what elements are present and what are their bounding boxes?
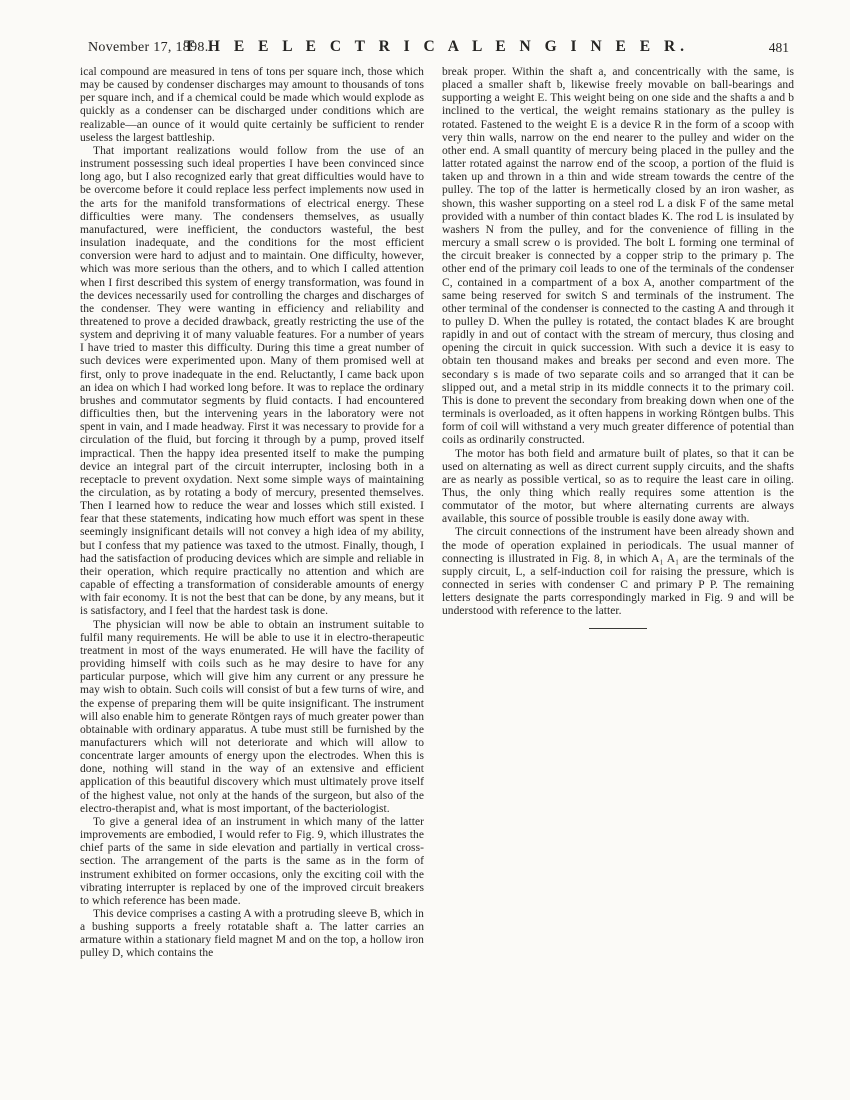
left-column-paragraphs [80, 66, 424, 961]
paragraph: break proper. Within the shaft a, and concentrically with the same, is placed a smaller shaft b, likewise freely movable on ball-bearings and supporting a weight E. This weight being on one side and the shafts a and b inclined to the vertical, the weight remains stationary as the pulley is rotated. Fastened to the weight E is a device R in the form of a scoop with very thin walls, narrow on the end nearer to the pulley and wider on the other end. A small quantity of mercury being placed in the pulley and the latter rotated against the narrow end of the scoop, a portion of the fluid is taken up and thrown in a thin and wide stream towards the centre of the pulley. The top of the latter is hermetically closed by an iron washer, as shown, this washer supporting on a steel rod L a disk F of the same metal provided with a number of thin contact blades K. The rod L is insulated by washers N from the pulley, and for the convenience of filling in the mercury a small screw o is provided. The bolt L forming one terminal of the circuit breaker is connected by a copper strip to the primary p. The other end of the primary coil leads to one of the terminals of the condenser C, contained in a compartment of a box A, another compartment of the same being reserved for switch S and terminals of the instrument. The other terminal of the condenser is connected to the casting A and through it to pulley D. When the pulley is rotated, the contact blades K are brought rapidly in and out of contact with the stream of mercury, thus closing and opening the circuit in quick succession. With such a device it is easy to obtain ten thousand makes and breaks per second and even more. The secondary s is made of two separate coils and so arranged that it can be slipped out, and a metal strip in its middle connects it to the primary coil. This is done to prevent the secondary from breaking down when one of the terminals is overloaded, as it often happens in working Röntgen bulbs. This form of coil will withstand a very much greater difference of potential than coils as ordinarily constructed. [442, 66, 794, 447]
paragraph: To give a general idea of an instrument in which many of the latter improvements are embodied, I would refer to Fig. 9, which illustrates the chief parts of the same in side elevation and partially in vertical cross-section. The arrangement of the parts is the same as in the form of instrument exhibited on former occasions, only the exciting coil with the vibrating interrupter is replaced by one of the improved circuit breakers to which reference has been made. [80, 815, 424, 907]
right-column-paragraphs [442, 66, 794, 619]
article-body [80, 66, 794, 961]
paragraph: This device comprises a casting A with a protruding sleeve B, which in a bushing supports a freely rotatable shaft a. The latter carries an armature within a stationary field magnet M and on the top, a hollow iron pulley D, which contains the [80, 908, 424, 960]
page-number: 481 [768, 40, 789, 55]
paragraph: ical compound are measured in tens of tons per square inch, those which may be caused by condenser discharges may amount to thousands of tons per square inch, and if a chemical could be made which would explode as quickly as a condenser can be discharged under conditions which are realizable—an ounce of it would quite certainly be sufficient to render useless the largest battleship. [80, 66, 424, 144]
paragraph: That important realizations would follow from the use of an instrument possessing such ideal properties I have been convinced since long ago, but I also recognized early that great difficulties would have to be overcome before it could replace less perfect implements now used in the arts for the manifold transformations of electrical energy. These difficulties were many. The condensers themselves, as usually manufactured, were inefficient, the conductors wasteful, the best insulation inadequate, and the conditions for the most efficient conversion were hard to adjust and to maintain. One difficulty, however, which was more serious than the others, and to which I called attention when I first described this system of energy transformation, was found in the devices necessarily used for controlling the charges and discharges of the condenser. They were wanting in efficiency and reliability and threatened to prove a decided drawback, greatly restricting the use of the system and depriving it of many valuable features. For a number of years I have tried to master this difficulty. During this time a great number of such devices were experimented upon. Many of them promised well at first, only to prove inadequate in the end. Reluctantly, I came back upon an idea on which I had worked long before. It was to replace the ordinary brushes and commutator segments by fluid contacts. I had encountered difficulties then, but the intervening years in the laboratory were not spent in vain, and I made headway. First it was necessary to provide for a circulation of the fluid, but forcing it through by a pump, proved itself impractical. Then the happy idea presented itself to make the pumping device an integral part of the circuit interrupter, inclosing both in a receptacle to prevent oxydation. Next some simple ways of maintaining the circulation, as by rotating a body of mercury, presented themselves. Then I learned how to reduce the wear and losses which still existed. I fear that these statements, indicating how much effort was spent in these seemingly insignificant details will not convey a high idea of my ability, but I confess that my patience was taxed to the utmost. Finally, though, I had the satisfaction of producing devices which are simple and reliable in their operation, which require practically no attention and which are capable of effecting a transformation of considerable amounts of energy with fair economy. It is not the best that can be done, by any means, but it is satisfactory, and I feel that the hardest task is done. [80, 144, 424, 618]
journal-title: T H E E L E C T R I C A L E N G I N E E R. [183, 38, 690, 55]
right-column [442, 66, 794, 961]
paragraph: The motor has both field and armature built of plates, so that it can be used on alternating as well as direct current supply circuits, and the shafts are as nearly as possible vertical, so as to require the least care in oiling. Thus, the only thing which really requires some attention is the commutator of the motor, but where alternating currents are always available, this source of possible trouble is easily done away with. [442, 447, 794, 526]
section-end-rule [589, 628, 647, 629]
paragraph: The circuit connections of the instrument have been already shown and the mode of operation explained in periodicals. The usual manner of connecting is illustrated in Fig. 8, in which A₁ A₁ are the terminals of the supply circuit, L, a self-induction coil for raising the pressure, which is connected in series with condenser C and primary P P. The remaining letters designate the parts correspondingly marked in Fig. 9 and will be understood with reference to the latter. [442, 526, 794, 618]
paragraph: The physician will now be able to obtain an instrument suitable to fulfil many requirements. He will be able to use it in electro-therapeutic treatment in most of the ways enumerated. He will have the facility of providing himself with coils such as he may desire to have for any particular purpose, which will give him any current or any pressure he may wish to obtain. Such coils will consist of but a few turns of wire, and the expense of preparing them will be quite insignificant. The instrument will also enable him to generate Röntgen rays of much greater power than obtainable with ordinary apparatus. A tube must still be furnished by the manufacturers which will not deteriorate and which will allow to concentrate larger amounts of energy upon the electrodes. When this is done, nothing will stand in the way of an extensive and efficient application of this beautiful discovery which must ultimately prove itself of the highest value, not only at the hands of the surgeon, but also of the electro-therapist and, what is most important, of the bacteriologist. [80, 618, 425, 815]
page-header [80, 38, 793, 60]
issue-date: November 17, 1898. [88, 40, 209, 55]
left-column [80, 66, 424, 961]
